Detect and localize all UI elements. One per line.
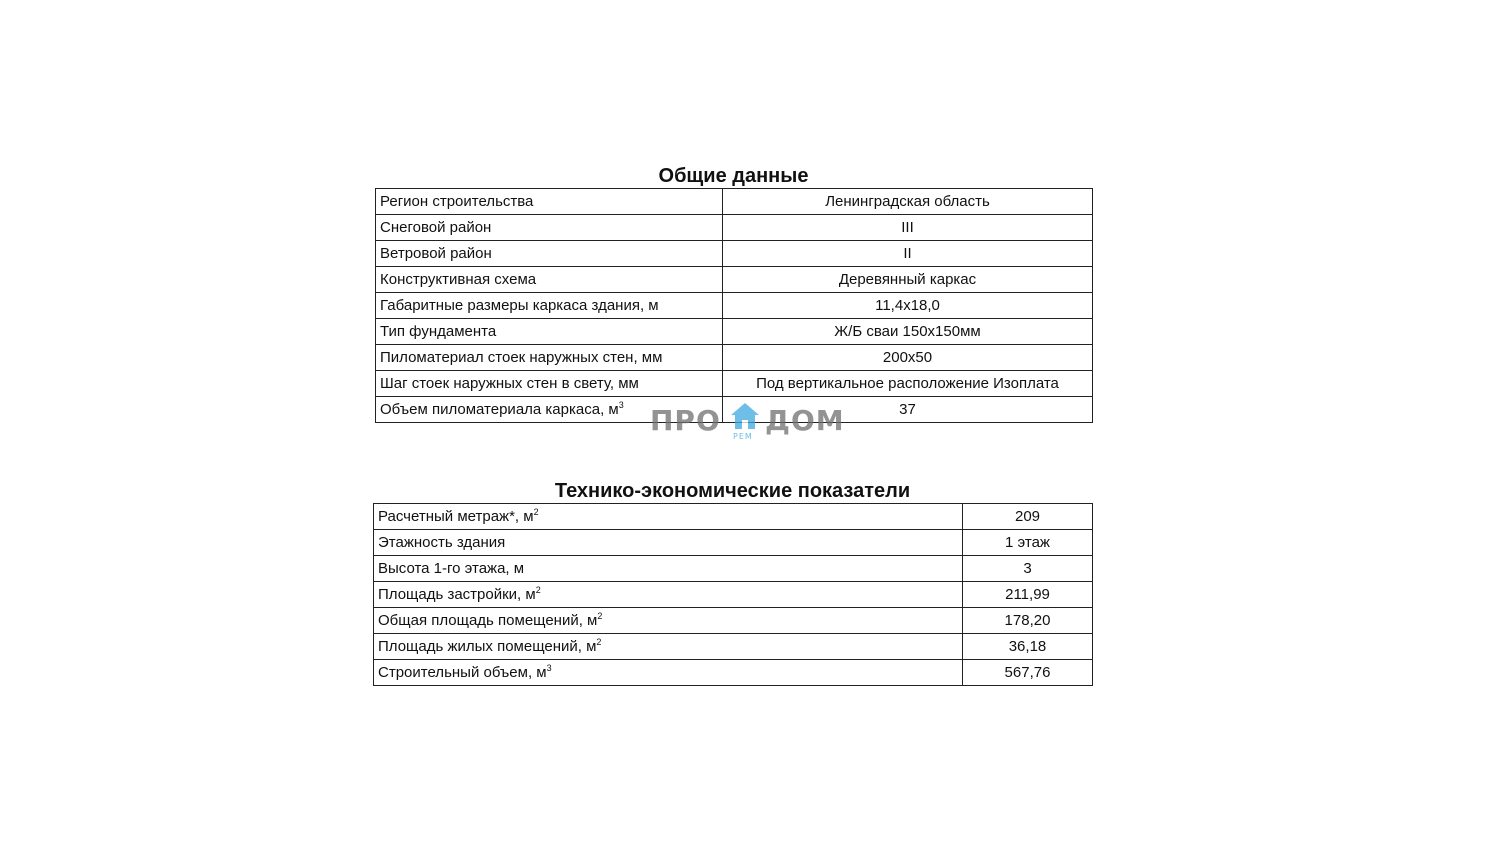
row-label: Снеговой район	[380, 219, 492, 236]
row-label-cell	[376, 267, 723, 293]
row-value: 567,76	[963, 660, 1093, 686]
indicator-row	[374, 582, 1093, 608]
row-label-cell	[374, 660, 963, 686]
indicator-row	[374, 504, 1093, 530]
general-data-row	[376, 267, 1093, 293]
general-data-row	[376, 371, 1093, 397]
row-label: Общая площадь помещений, м	[378, 612, 598, 629]
row-label-cell	[374, 530, 963, 556]
row-label-cell	[374, 504, 963, 530]
unit-superscript: 2	[597, 611, 603, 621]
row-value: 3	[963, 556, 1093, 582]
row-label: Строительный объем, м	[378, 664, 547, 681]
row-value: Деревянный каркас	[723, 267, 1093, 293]
row-label: Объем пиломатериала каркаса, м	[380, 401, 619, 418]
general-data-row	[376, 397, 1093, 423]
row-label-cell	[374, 608, 963, 634]
indicator-row	[374, 660, 1093, 686]
row-value: 1 этаж	[963, 530, 1093, 556]
row-label-cell	[376, 371, 723, 397]
unit-superscript: 2	[596, 637, 602, 647]
indicator-row	[374, 556, 1093, 582]
row-label: Площадь застройки, м	[378, 586, 536, 603]
row-label-cell	[374, 582, 963, 608]
general-data-title: Общие данные	[658, 165, 809, 187]
general-data-row	[376, 241, 1093, 267]
general-data-row	[376, 293, 1093, 319]
row-label-cell	[374, 634, 963, 660]
row-label: Пиломатериал стоек наружных стен, мм	[380, 349, 663, 366]
row-label-cell	[374, 556, 963, 582]
row-label: Тип фундамента	[380, 323, 497, 340]
unit-superscript: 3	[618, 400, 624, 410]
indicators-title: Технико-экономические показатели	[554, 480, 911, 502]
row-label-cell	[376, 397, 723, 423]
row-label-cell	[376, 345, 723, 371]
row-label: Габаритные размеры каркаса здания, м	[380, 297, 659, 314]
row-value: III	[723, 215, 1093, 241]
watermark-word-right: ДОМ	[765, 404, 845, 437]
general-data-table	[375, 188, 1093, 423]
general-data-row	[376, 319, 1093, 345]
indicator-row	[374, 530, 1093, 556]
row-label: Ветровой район	[380, 245, 492, 262]
row-label-cell	[376, 319, 723, 345]
row-label: Площадь жилых помещений, м	[378, 638, 597, 655]
row-value: Ленинградская область	[723, 189, 1093, 215]
row-value: 36,18	[963, 634, 1093, 660]
indicator-row	[374, 634, 1093, 660]
row-label: Расчетный метраж*, м	[378, 508, 534, 525]
unit-superscript: 2	[533, 507, 539, 517]
row-value: II	[723, 241, 1093, 267]
row-label-cell	[376, 293, 723, 319]
unit-superscript: 2	[535, 585, 541, 595]
row-value: 200х50	[723, 345, 1093, 371]
row-label: Этажность здания	[378, 534, 506, 551]
row-value: Ж/Б сваи 150х150мм	[723, 319, 1093, 345]
general-data-row	[376, 189, 1093, 215]
watermark-word-left: ПРО	[650, 404, 721, 437]
row-label: Регион строительства	[380, 193, 534, 210]
row-value: 37	[723, 397, 1093, 423]
general-data-row	[376, 345, 1093, 371]
row-label: Шаг стоек наружных стен в свету, мм	[380, 375, 639, 392]
watermark-subtext: РЕМ	[733, 432, 753, 441]
indicator-row	[374, 608, 1093, 634]
row-value: 209	[963, 504, 1093, 530]
unit-superscript: 3	[546, 663, 552, 673]
row-value: 178,20	[963, 608, 1093, 634]
row-value: 211,99	[963, 582, 1093, 608]
row-label: Высота 1-го этажа, м	[378, 560, 525, 577]
row-value: 11,4х18,0	[723, 293, 1093, 319]
row-label: Конструктивная схема	[380, 271, 537, 288]
indicators-table	[373, 503, 1093, 686]
general-data-row	[376, 215, 1093, 241]
row-label-cell	[376, 215, 723, 241]
row-label-cell	[376, 241, 723, 267]
row-label-cell	[376, 189, 723, 215]
row-value: Под вертикальное расположение Изоплата	[723, 371, 1093, 397]
